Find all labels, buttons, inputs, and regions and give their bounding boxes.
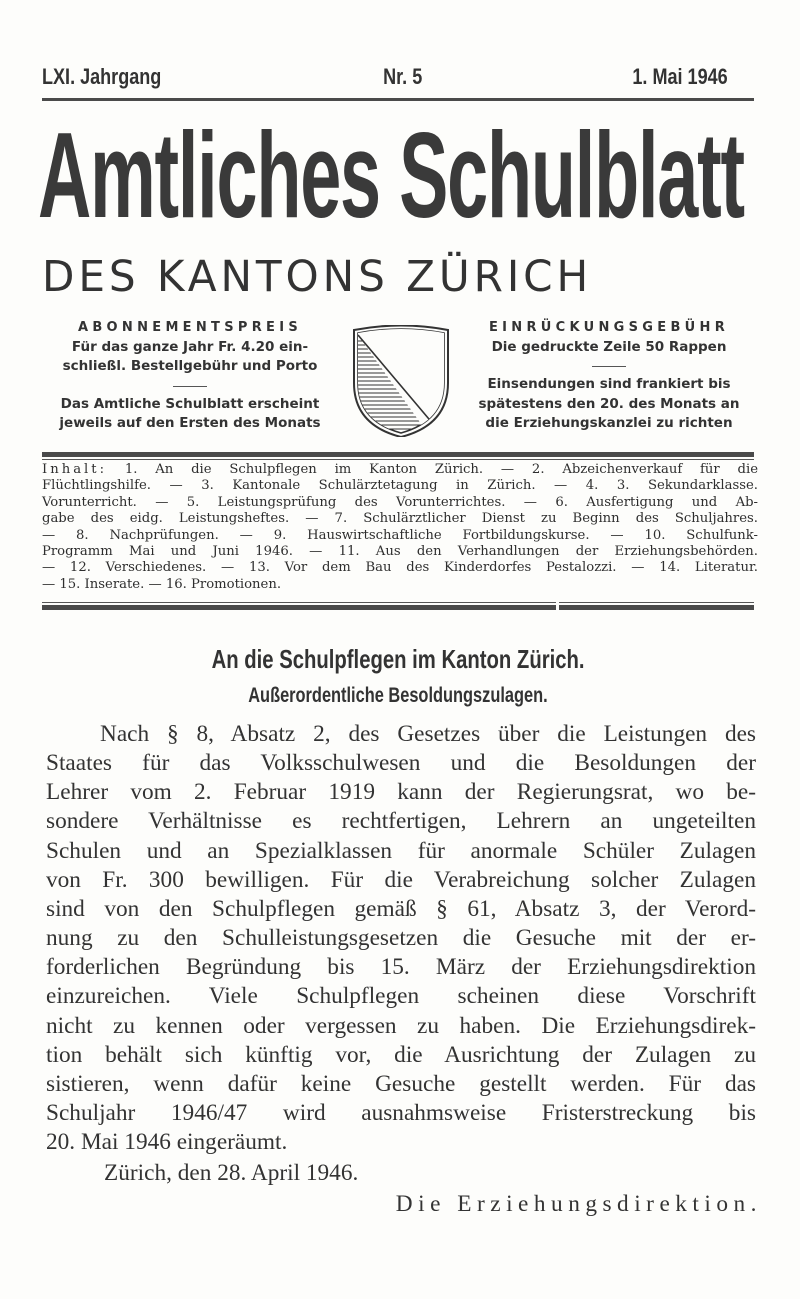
- body-line: Nach § 8, Absatz 2, des Gesetzes über die Leistungen des: [100, 721, 756, 747]
- publication-title: Amtliches Schulblatt: [38, 107, 744, 243]
- contents-line: Vorunterricht. — 5. Leistungsprüfung des Vorunterrichtes. — 6. Ausfertigung und Ab-: [42, 494, 758, 510]
- contents-bottom-rule: [559, 605, 754, 610]
- body-line: nung zu den Schulleistungsgesetzen die Gesuche mit der er-: [46, 925, 756, 952]
- subscription-heading: ABONNEMENTSPREIS: [77, 320, 302, 335]
- body-line: Lehrer vom 2. Februar 1919 kann der Regierungsrat, wo be-: [46, 779, 756, 806]
- contents-top-rule-thin: [42, 459, 754, 460]
- body-line: 20. Mai 1946 eingeräumt.: [46, 1129, 288, 1156]
- advertising-heading: EINRÜCKUNGSGEBÜHR: [488, 320, 730, 335]
- advertising-note: Einsendungen sind frankiert bis: [487, 376, 731, 392]
- contents-bottom-rule-thin: [42, 602, 556, 603]
- zurich-coat-of-arms-icon: [352, 325, 450, 437]
- body-line: sind von den Schulpflegen gemäß § 61, Absatz 3, der Verord-: [46, 895, 756, 922]
- body-line: sistieren, wenn dafür keine Gesuche gestellt werden. Für das: [46, 1070, 756, 1097]
- contents-line: gabe des eidg. Leistungsheftes. — 7. Schulärztlicher Dienst zu Beginn des Schuljahres.: [42, 511, 758, 527]
- advertising-line: Die gedruckte Zeile 50 Rappen: [491, 338, 727, 355]
- contents-top-rule: [42, 452, 754, 457]
- contents-bottom-rule: [42, 605, 556, 610]
- body-line: tion behält sich künftig vor, die Ausrichtung der Zulagen zu: [46, 1041, 756, 1068]
- article-body: [46, 720, 762, 1219]
- body-line: nicht zu kennen oder vergessen zu haben. Die Erziehungsdirek-: [46, 1012, 756, 1039]
- place-date: Zürich, den 28. April 1946.: [104, 1160, 359, 1187]
- advertising-info: [462, 318, 756, 434]
- article-subheading-text: Außerordentliche Besoldungszulagen.: [248, 684, 548, 707]
- subscription-note: Das Amtliche Schulblatt erscheint: [60, 395, 320, 412]
- volume-label: LXI. Jahrgang: [42, 64, 162, 89]
- advertising-note: spätestens den 20. des Monats an: [478, 395, 740, 412]
- article-heading-text: An die Schulpflegen im Kanton Zürich.: [211, 644, 585, 674]
- masthead-rule: [42, 98, 754, 101]
- body-line: sondere Verhältnisse es rechtfertigen, Lehrern an ungeteilten: [46, 808, 756, 835]
- contents-line: — 15. Inserate. — 16. Promotionen.: [42, 576, 282, 592]
- divider: [592, 366, 626, 367]
- issue-date: 1. Mai 1946: [632, 64, 728, 89]
- table-of-contents: [42, 462, 758, 593]
- subscription-info: [42, 318, 338, 434]
- subscription-line: schließl. Bestellgebühr und Porto: [62, 358, 318, 374]
- issue-number: Nr. 5: [383, 64, 423, 89]
- contents-line: — 8. Nachprüfungen. — 9. Hauswirtschaftliche Fortbildungskurse. — 10. Schulfunk-: [42, 527, 758, 543]
- signature: Die Erziehungsdirektion.: [395, 1190, 762, 1217]
- subscription-line: Für das ganze Jahr Fr. 4.20 ein-: [71, 338, 309, 355]
- subscription-note: jeweils auf den Ersten des Monats: [59, 415, 321, 431]
- contents-text: 1. An die Schulpflegen im Kanton Zürich. — 2. Abzeichenverkauf für die: [124, 462, 758, 477]
- article-heading: [42, 644, 754, 675]
- publication-subtitle: DES KANTONS ZÜRICH: [42, 252, 593, 302]
- body-line: von Fr. 300 bewilligen. Für die Verabreichung solcher Zulagen: [46, 866, 756, 893]
- advertising-note: die Erziehungskanzlei zu richten: [485, 415, 733, 431]
- masthead-topline: [42, 64, 728, 94]
- contents-line: Programm Mai und Juni 1946. — 11. Aus den Verhandlungen der Erziehungsbehörden.: [42, 544, 758, 560]
- body-line: einzureichen. Viele Schulpflegen scheinen diese Vorschrift: [46, 983, 756, 1010]
- body-line: forderlichen Begründung bis 15. März der Erziehungsdirektion: [46, 954, 756, 981]
- contents-label: Inhalt:: [42, 462, 108, 477]
- contents-line: — 12. Verschiedenes. — 13. Vor dem Bau des Kinderdorfes Pestalozzi. — 14. Literatur.: [42, 560, 758, 576]
- contents-bottom-rule-thin: [559, 602, 754, 603]
- divider: [173, 386, 207, 387]
- body-line: Schulen und an Spezialklassen für anormale Schüler Zulagen: [46, 837, 756, 864]
- body-line: Staates für das Volksschulwesen und die Besoldungen der: [46, 750, 756, 777]
- body-line: Schuljahr 1946/47 wird ausnahmsweise Fristerstreckung bis: [46, 1100, 756, 1127]
- article-subheading: [42, 684, 754, 708]
- contents-line: [42, 462, 758, 478]
- contents-line: Flüchtlingshilfe. — 3. Kantonale Schulärztetagung in Zürich. — 4. 3. Sekundarklasse.: [42, 478, 758, 494]
